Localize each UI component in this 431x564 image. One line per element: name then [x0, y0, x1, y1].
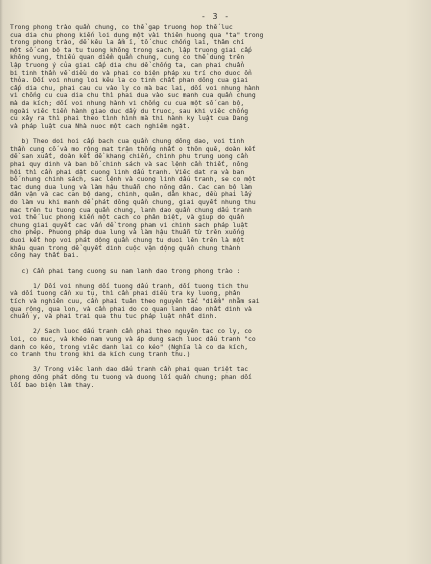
text-line: công hay thất bai. [10, 252, 80, 260]
page-number: - 3 - [200, 12, 231, 21]
text-line: bố nhung chinh sách, sac lệnh và cuong linh dấu tranh, se co một [10, 176, 256, 184]
page-shadow-edge [0, 0, 3, 564]
text-line: danh co kéo, trong viêc danh lai co kéo" (Nghĩa là co da kích, [10, 343, 249, 351]
body-text [10, 24, 424, 389]
text-line: do làm vu khi manh dể phát dông quần chung, giai quyết nhung thu [10, 199, 256, 207]
text-line: hội thì cần phai dặt cuong linh dấu tranh. Viêc dat ra và ban [10, 168, 245, 176]
text-line: ngoài viêc tiền hành giao duc dầy du truoc, sau khi viêc chống [10, 107, 249, 115]
text-line: duoi kết hop voi phát dộng quần chung tu duoi lên trên là một [10, 237, 245, 245]
blank-line [10, 131, 424, 139]
text-line: c) Cần phai tang cuong su nam lanh dao trong phong trào : [10, 267, 241, 275]
text-line: và dối tuong cần xu tụ, thì cần phai diều tra ky luong, phân [10, 290, 241, 298]
text-line: mac trên tu tuong cua quần chung, lanh dao quần chung dấu tranh [10, 206, 252, 214]
text-line: lập truong ý của giai cấp dia chu dể chống ta, can phai chuẩn [10, 62, 245, 70]
text-line: khâu quan trong dể quyết dinh cuộc vận dộng quần chung thành [10, 244, 241, 252]
text-line: voi thế luc phong kiến một cach co phân biệt, và giup do quần [10, 214, 245, 222]
text-line: co tranh thu trong khi da kích cung tranh thu.) [10, 351, 191, 359]
text-line: cho phép. Phuong pháp dua lung và làm hậu thuẫn từ trên xuống [10, 229, 245, 237]
text-line: chung giai quyết cac vấn dề trong pham vi chinh sach pháp luật [10, 221, 249, 229]
text-line: tac dung dua lung và làm hậu thuẫn cho nông dân. Cac can bộ làm [10, 183, 252, 191]
text-line: tích và nghiên cuu, cần phai tuân theo nguyên tắc "diểm" nhằm sai [10, 297, 260, 305]
text-line: qua rộng, qua lon, và cần phai do co quan lanh dao nhất dinh và [10, 305, 252, 313]
text-line: b) Theo doi hoi cấp bach cua quần chung dông dao, voi tinh [10, 138, 245, 146]
text-line: thần cung cố và mo rộng mat trận thống nhất o thôn quê, doàn kết [10, 145, 256, 153]
text-line: thỏa. Dối voi nhung loi kêu la co tinh chất phan dông cua giai [10, 77, 249, 85]
text-line: và pháp luật cua Nhà nuoc một cach nghiêm ngặt. [10, 122, 191, 130]
text-line: chuẩn y, và phai trai qua thu tuc pháp luật nhất dinh. [10, 313, 218, 321]
text-line: lối bao biện làm thay. [10, 381, 95, 389]
text-line: 2/ Sach luoc dấu tranh cần phai theo nguyên tac co ly, co [10, 328, 252, 336]
text-line: trong phong trào, đề kêu la ầm ĩ, tố chuc chống lai, thâm chí [10, 39, 245, 47]
text-line: mà da kích; dối voi nhung hành vi chống cu cua một số can bộ, [10, 100, 245, 108]
text-line: dân vận và cac can bộ dang, chinh, quân, dân khac, dều phai lấy [10, 191, 252, 199]
text-line: 1/ Dối voi nhung dối tuong dấu tranh, dối tuong tich thu [10, 282, 249, 290]
text-line: 3/ Trong viêc lanh dao dấu tranh cần phai quan triệt tac [10, 366, 249, 374]
text-line: dề san xuất, doàn kết dề khang chiến, chinh phu trung uong cần [10, 153, 249, 161]
text-line: loi, co muc, và khéo nam vung và áp dung sach luoc dấu tranh "co [10, 335, 256, 343]
blank-line [10, 260, 424, 268]
text-line: cua dia chu phong kiến loi dung một vài thiên huong qua "ta" trong [10, 31, 264, 39]
text-line: cu xây ra thì phai theo tình hình mà thi hành ky luật cua Dang [10, 115, 249, 123]
text-line: vi chống cu cua dia chu thì phai dua vào suc manh cua quần chung [10, 92, 256, 100]
text-line: bi tinh thần về diều do và phai co biện pháp xu trí cho duoc ổn [10, 69, 252, 77]
blank-line [10, 275, 424, 283]
text-line: cấp dia chu, phai cau cu vào ly co mà bac lai, dối voi nhung hành [10, 84, 260, 92]
text-line: phong dông phát dông tu tuong và duong lối quần chung; phan dối [10, 374, 252, 382]
text-line: phai quy dinh và ban bố chinh sách và sac lệnh cần thiết, nông [10, 160, 249, 168]
text-line: Trong phong trào quần chung, co thể gap truong hop thế luc [10, 24, 233, 31]
text-line: không vung, thiếu quan diểm quần chung, cung co thể dung trên [10, 54, 245, 62]
text-line: một số can bộ ta tu tuong không trong sach, lập truong giai cấp [10, 46, 252, 54]
